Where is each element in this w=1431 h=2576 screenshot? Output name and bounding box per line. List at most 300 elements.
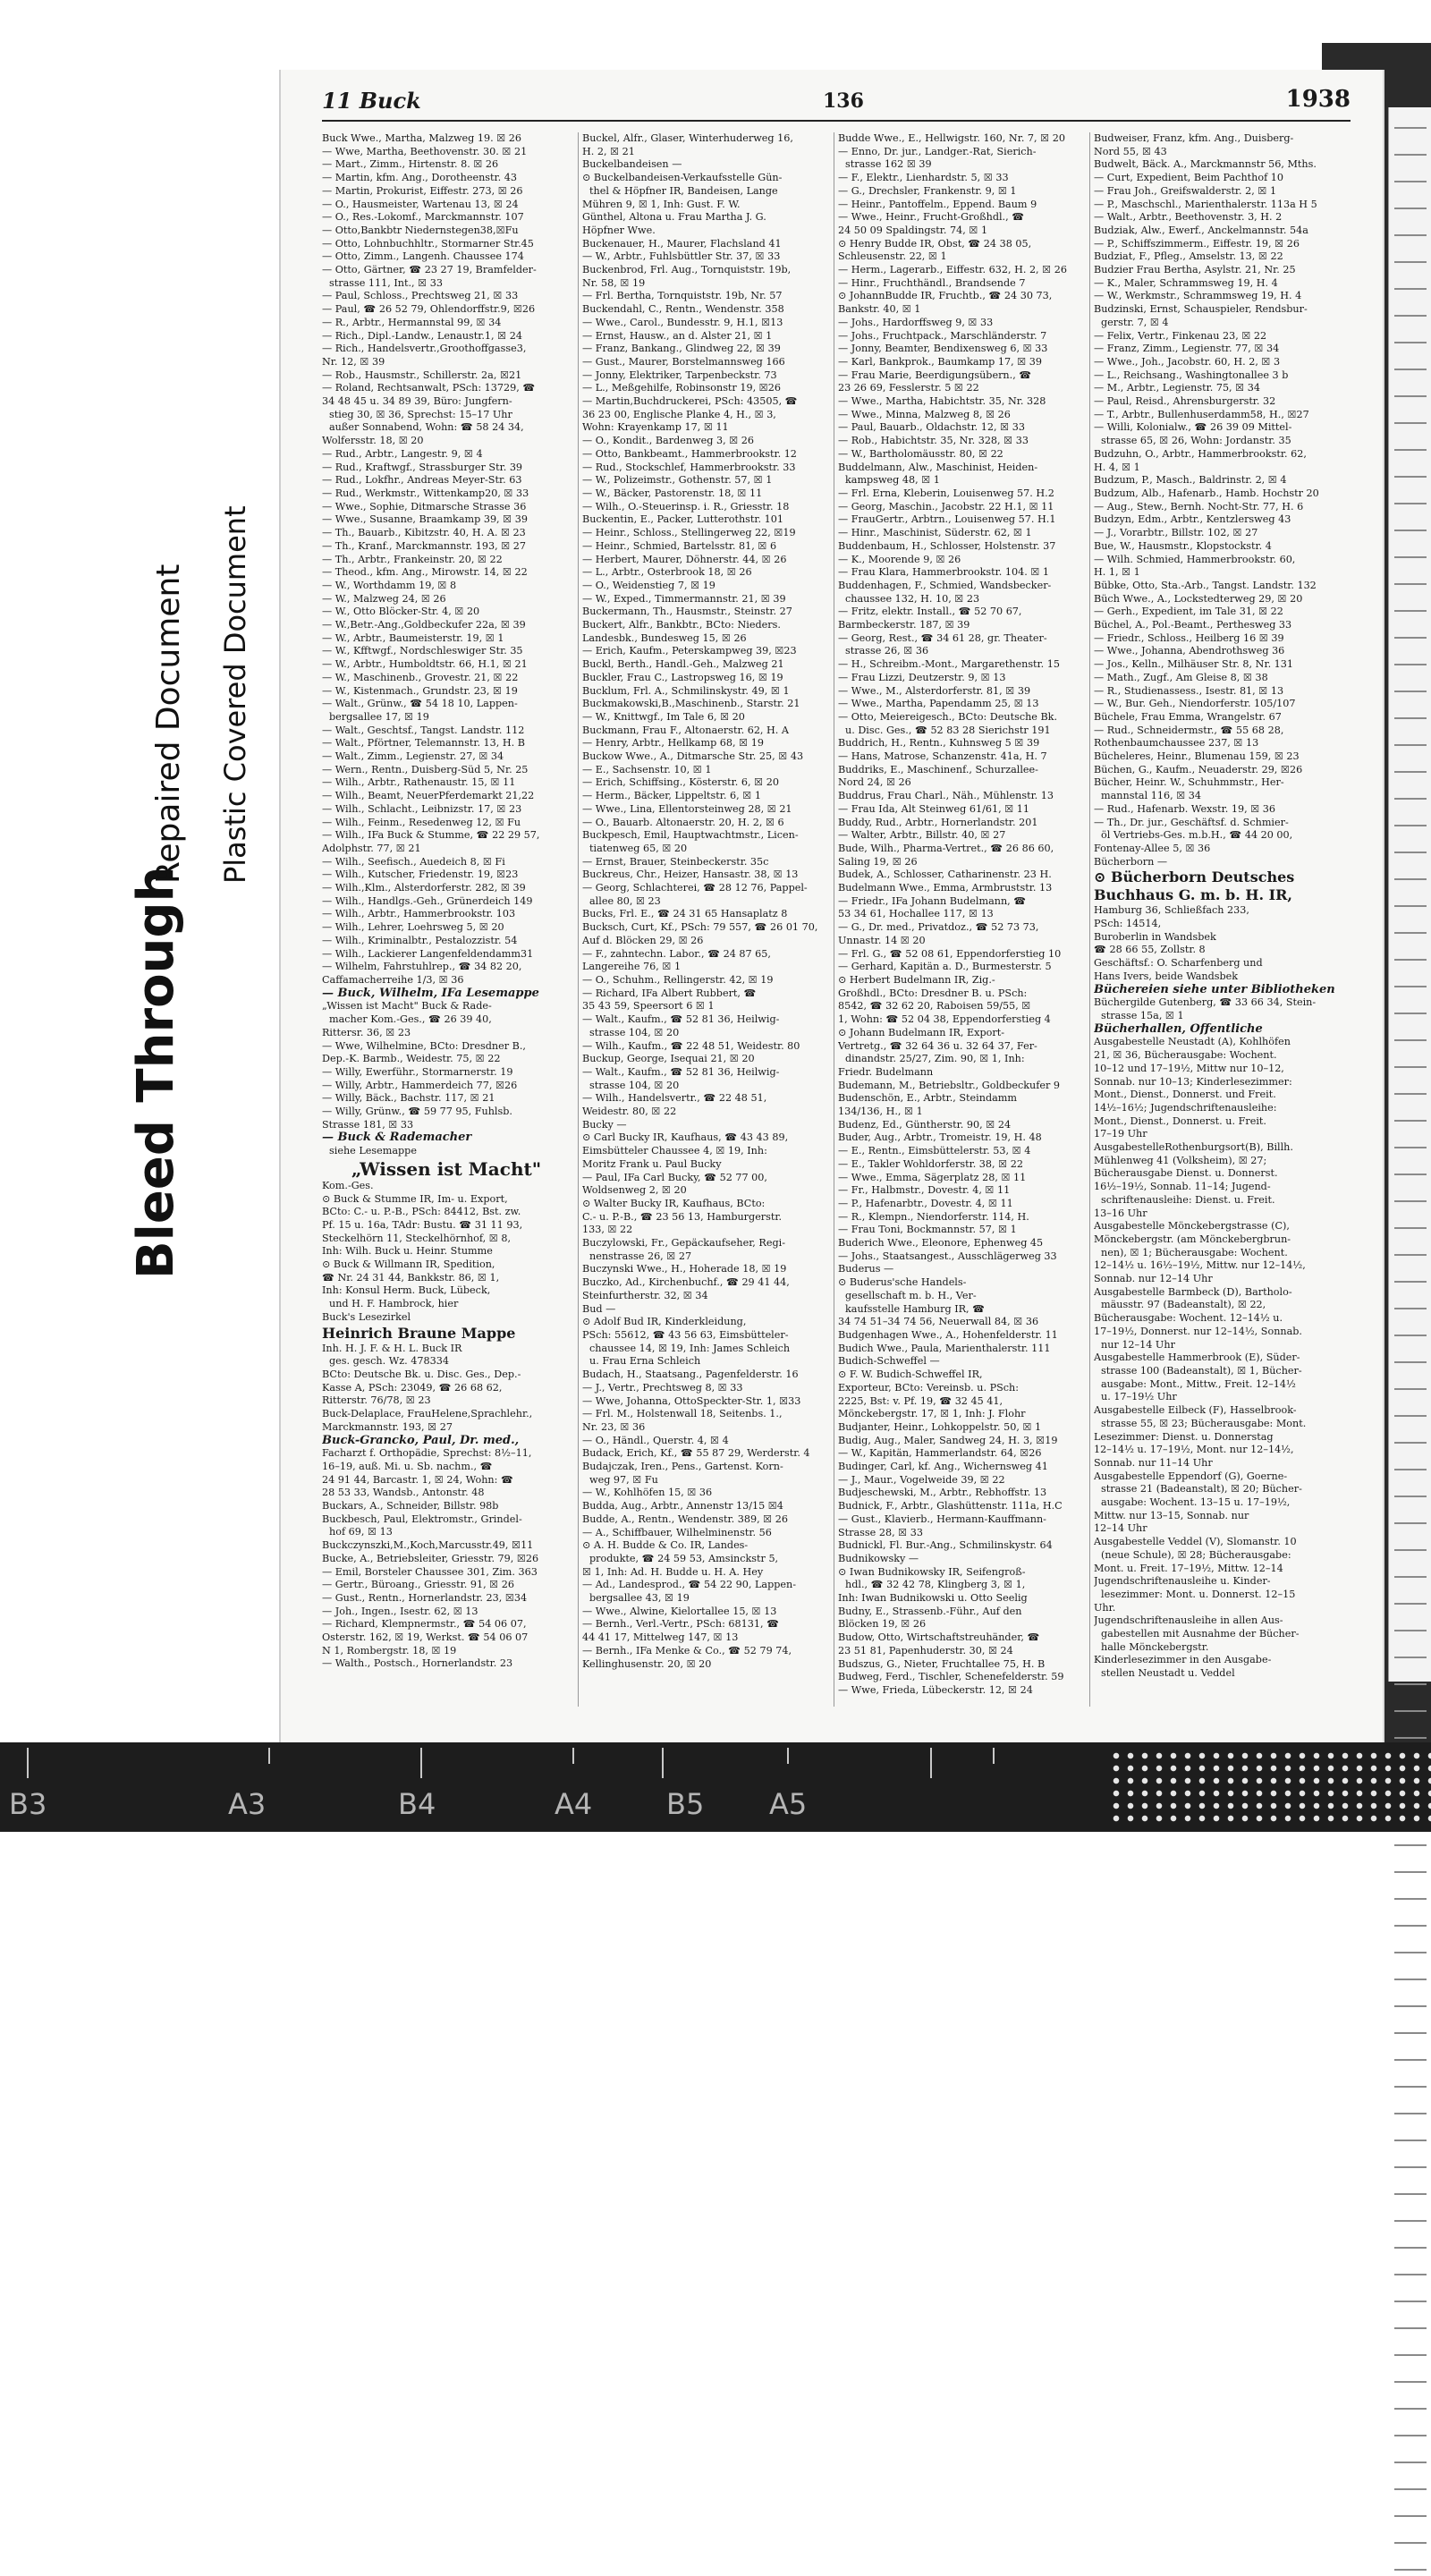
- directory-entry: — Bernh., IFa Menke & Co., ☎ 52 79 74,: [582, 1644, 792, 1657]
- directory-entry: — Wwe., Johanna, Abendrothsweg 36: [1094, 645, 1285, 657]
- directory-entry: u. Frau Erna Schleich: [589, 1355, 701, 1368]
- directory-entry: Budek, A., Schlosser, Catharinenstr. 23 H.: [838, 869, 1052, 881]
- directory-entry: Budnickl, Fl. Bur.-Ang., Schmilinskystr. 64: [838, 1539, 1053, 1552]
- directory-entry: Buckow Wwe., A., Ditmarsche Str. 25, ☒ 43: [582, 750, 804, 763]
- directory-entry: Buddelmann, Alw., Maschinist, Heiden-: [838, 461, 1038, 473]
- directory-entry: Buck's Lesezirkel: [322, 1310, 411, 1323]
- directory-entry: N 1, Rombergstr. 18, ☒ 19: [322, 1644, 457, 1657]
- directory-entry: — Emil, Borsteler Chaussee 301, Zim. 363: [322, 1565, 538, 1578]
- directory-entry: — FrauGertr., Arbtrn., Louisenweg 57. H.1: [838, 513, 1056, 526]
- directory-entry: Exporteur, BCto: Vereinsb. u. PSch:: [838, 1381, 1020, 1394]
- directory-entry: Budzyn, Edm., Arbtr., Kentzlersweg 43: [1094, 513, 1291, 526]
- directory-entry: gerstr. 7, ☒ 4: [1101, 316, 1169, 328]
- directory-entry: 28 53 33, Wandsb., Antonstr. 48: [322, 1487, 485, 1499]
- directory-entry: ⊙ Carl Bucky IR, Kaufhaus, ☎ 43 43 89,: [582, 1131, 789, 1144]
- directory-entry: Buckczynszki,M.,Koch,Marcusstr.49, ☒11: [322, 1539, 534, 1552]
- directory-entry: Sonnab. nur 12–14 Uhr: [1094, 1273, 1213, 1285]
- directory-entry: 44 41 17, Mittelweg 147, ☒ 13: [582, 1631, 739, 1644]
- directory-entry: Ausgabestelle Veddel (V), Slomanstr. 10: [1094, 1536, 1297, 1548]
- directory-entry: — Mart., Zimm., Hirtenstr. 8. ☒ 26: [322, 158, 499, 171]
- directory-entry: H. 4, ☒ 1: [1094, 461, 1140, 473]
- directory-entry: ⊙ Buderus'sche Handels-: [838, 1276, 967, 1289]
- directory-entry: — Wwe., Emma, Sägerplatz 28, ☒ 11: [838, 1171, 1027, 1183]
- directory-entry: Bücherausgabe Dienst. u. Donnerst.: [1094, 1167, 1278, 1180]
- directory-entry: — Rud., Werkmstr., Wittenkamp20, ☒ 33: [322, 487, 529, 499]
- directory-entry: ⊙ Buck & Stumme IR, Im- u. Export,: [322, 1192, 508, 1205]
- directory-entry: — Rud., Hafenarb. Wexstr. 19, ☒ 36: [1094, 802, 1276, 815]
- directory-entry: Budny, E., Strassenb.-Führ., Auf den: [838, 1605, 1022, 1617]
- directory-entry: — Walt., Zimm., Legienstr. 27, ☒ 34: [322, 750, 504, 763]
- running-head: 11 Buck: [322, 88, 421, 114]
- ruler-label: A3: [228, 1787, 267, 1821]
- directory-entry: 24 50 09 Spaldingstr. 74, ☒ 1: [838, 224, 988, 236]
- directory-entry: Budenschön, E., Arbtr., Steindamm: [838, 1092, 1017, 1105]
- directory-entry: Mont., Dienst., Donnerst. und Freit.: [1094, 1089, 1276, 1101]
- directory-entry: — E., Takler Wohldorferstr. 38, ☒ 22: [838, 1157, 1023, 1170]
- directory-entry: Budich Wwe., Paula, Marienthalerstr. 111: [838, 1342, 1051, 1354]
- directory-entry: strasse 15a, ☒ 1: [1101, 1010, 1184, 1021]
- directory-entry: Caffamacherreihe 1/3, ☒ 36: [322, 974, 464, 986]
- directory-entry: — Wwe., M., Alsterdorferstr. 81, ☒ 39: [838, 684, 1031, 697]
- directory-entry: Steinfurtherstr. 32, ☒ 34: [582, 1289, 708, 1301]
- directory-entry: — Wwe., Alwine, Kielortallee 15, ☒ 13: [582, 1605, 777, 1617]
- directory-entry: Buckenbrod, Frl. Aug., Tornquiststr. 19b,: [582, 264, 792, 276]
- directory-entry: — Jonny, Beamter, Bendixensweg 6, ☒ 33: [838, 343, 1048, 355]
- directory-entry: — Fritz, elektr. Install., ☎ 52 70 67,: [838, 606, 1022, 618]
- directory-entry: Saling 19, ☒ 26: [838, 855, 918, 868]
- directory-entry: — Wwe, Johanna, OttoSpeckter-Str. 1, ☒33: [582, 1394, 801, 1407]
- directory-entry: strasse 104, ☒ 20: [589, 1079, 680, 1091]
- directory-entry: — Otto, Zimm., Langenh. Chaussee 174: [322, 250, 524, 263]
- directory-entry: 12–14½ u. 16½–19½, Mittw. nur 12–14½,: [1094, 1259, 1306, 1272]
- directory-entry: Büchel, A., Pol.-Beamt., Perthesweg 33: [1094, 619, 1292, 631]
- directory-entry: — Wwe., Minna, Malzweg 8, ☒ 26: [838, 408, 1011, 420]
- directory-entry: Buddenhagen, F., Schmied, Wandsbecker-: [838, 579, 1052, 591]
- directory-entry: — W., Kistenmach., Grundstr. 23, ☒ 19: [322, 684, 518, 697]
- directory-entry: — Walth., Postsch., Hornerlandstr. 23: [322, 1657, 513, 1670]
- directory-entry: Budgenhagen Wwe., A., Hohenfelderstr. 11: [838, 1328, 1058, 1341]
- directory-entry: 10–12 und 17–19½, Mittw nur 10–12,: [1094, 1062, 1284, 1074]
- scale-ruler: [0, 1742, 1431, 1832]
- directory-entry: strasse 100 (Badeanstalt), ☒ 1, Bücher-: [1101, 1364, 1302, 1377]
- directory-entry: Heinrich Braune Mappe: [322, 1324, 516, 1342]
- directory-entry: — L., Arbtr., Osterbrook 18, ☒ 26: [582, 566, 752, 579]
- directory-entry: Budack, Erich, Kf., ☎ 55 87 29, Werderstr. 4: [582, 1447, 810, 1460]
- directory-entry: Ritterstr. 76/78, ☒ 23: [322, 1394, 431, 1407]
- page-year: 1938: [1285, 86, 1351, 113]
- directory-entry: — Herbert, Maurer, Döhnerstr. 44, ☒ 26: [582, 553, 787, 565]
- column-3: [834, 132, 1087, 1707]
- directory-entry: Landesbk., Bundesweg 15, ☒ 26: [582, 631, 747, 644]
- directory-entry: — Wilh., Lehrer, Loehrsweg 5, ☒ 20: [322, 921, 504, 934]
- directory-entry: Inh. H. J. F. & H. L. Buck IR: [322, 1342, 462, 1354]
- directory-entry: — Frl. G., ☎ 52 08 61, Eppendorferstieg 10: [838, 947, 1062, 960]
- directory-entry: Budda, Aug., Arbtr., Annenstr 13/15 ☒4: [582, 1500, 783, 1513]
- directory-entry: Kinderlesezimmer in den Ausgabe-: [1094, 1654, 1272, 1666]
- directory-entry: Unnastr. 14 ☒ 20: [838, 934, 926, 946]
- directory-entry: Bue, W., Hausmstr., Klopstockstr. 4: [1094, 539, 1272, 552]
- directory-entry: lesezimmer: Mont. u. Donnerst. 12–15: [1101, 1588, 1296, 1600]
- directory-entry: — Walt., Kaufm., ☎ 52 81 36, Heilwig-: [582, 1065, 780, 1078]
- directory-entry: — K., Maler, Schrammsweg 19, H. 4: [1094, 276, 1278, 289]
- directory-entry: mäusstr. 97 (Badeanstalt), ☒ 22,: [1101, 1299, 1266, 1311]
- directory-entry: Buckentin, E., Packer, Lutterothstr. 101: [582, 513, 783, 526]
- directory-entry: hof 69, ☒ 13: [329, 1526, 393, 1538]
- directory-entry: Budde Wwe., E., Hellwigstr. 160, Nr. 7, ☒ 20: [838, 132, 1065, 144]
- directory-entry: 13–16 Uhr: [1094, 1207, 1147, 1219]
- directory-entry: tiatenweg 65, ☒ 20: [589, 842, 688, 854]
- directory-entry: — F., zahntechn. Labor., ☎ 24 87 65,: [582, 947, 771, 960]
- directory-entry: weg 97, ☒ Fu: [589, 1473, 658, 1486]
- directory-entry: kampsweg 48, ☒ 1: [845, 474, 940, 487]
- directory-entry: Jugendschriftenausleihe in allen Aus-: [1094, 1614, 1283, 1627]
- directory-entry: Budnikowsky —: [838, 1552, 919, 1564]
- directory-entry: — Wilh. Schmied, Hammerbrookstr. 60,: [1094, 553, 1296, 565]
- directory-entry: Budziak, Alw., Ewerf., Anckelmannstr. 54a: [1094, 224, 1308, 236]
- directory-entry: halle Mönckebergstr.: [1101, 1640, 1209, 1653]
- directory-entry: Budszus, G., Nieter, Fruchtallee 75, H. B: [838, 1657, 1046, 1670]
- plastic-covered-label: Plastic Covered Document: [218, 505, 252, 884]
- directory-entry: ⊙ Adolf Bud IR, Kinderkleidung,: [582, 1316, 747, 1328]
- directory-entry: 34 74 51–34 74 56, Neuerwall 84, ☒ 36: [838, 1316, 1039, 1328]
- directory-entry: Buder, Aug., Arbtr., Tromeistr. 19, H. 48: [838, 1131, 1042, 1144]
- directory-entry: — W., Arbtr., Baumeisterstr. 19, ☒ 1: [322, 631, 504, 644]
- directory-entry: Buderich Wwe., Eleonore, Ephenweg 45: [838, 1237, 1044, 1250]
- directory-entry: — Paul, IFa Carl Bucky, ☎ 52 77 00,: [582, 1171, 767, 1183]
- directory-entry: — Roland, Rechtsanwalt, PSch: 13729, ☎: [322, 382, 536, 394]
- directory-entry: Woldsenweg 2, ☒ 20: [582, 1184, 687, 1197]
- directory-entry: 23 51 81, Papenhuderstr. 30, ☒ 24: [838, 1644, 1013, 1657]
- directory-entry: außer Sonnabend, Wohn: ☎ 58 24 34,: [329, 421, 524, 434]
- directory-entry: Buck Wwe., Martha, Malzweg 19. ☒ 26: [322, 132, 522, 144]
- directory-entry: Moritz Frank u. Paul Bucky: [582, 1157, 722, 1170]
- directory-entry: — F., Elektr., Lienhardstr. 5, ☒ 33: [838, 172, 1009, 184]
- directory-entry: strasse 65, ☒ 26, Wohn: Jordanstr. 35: [1101, 435, 1291, 447]
- directory-entry: Nr. 23, ☒ 36: [582, 1420, 646, 1433]
- directory-entry: — Wwe, Frieda, Lübeckerstr. 12, ☒ 24: [838, 1683, 1033, 1696]
- directory-entry: — Wern., Rentn., Duisberg-Süd 5, Nr. 25: [322, 763, 529, 775]
- directory-entry: — Gust., Klavierb., Hermann-Kauffmann-: [838, 1513, 1046, 1525]
- directory-entry: — Jos., Kelln., Milhäuser Str. 8, Nr. 131: [1094, 658, 1294, 671]
- directory-entry: Geschäftsf.: O. Scharfenberg und: [1094, 957, 1263, 970]
- directory-entry: — Wilh., IFa Buck & Stumme, ☎ 22 29 57,: [322, 829, 540, 842]
- directory-entry: Budjeschewski, M., Arbtr., Rebhoffstr. 13: [838, 1487, 1047, 1499]
- directory-entry: — Ernst, Brauer, Steinbeckerstr. 35c: [582, 855, 769, 868]
- directory-entry: 36 23 00, Englische Planke 4, H., ☒ 3,: [582, 408, 776, 420]
- directory-entry: Bucky —: [582, 1118, 627, 1131]
- directory-entry: — Georg, Schlachterei, ☎ 28 12 76, Pappel-: [582, 882, 808, 894]
- directory-entry: Budach, H., Staatsang., Pagenfelderstr. 16: [582, 1368, 799, 1381]
- directory-entry: Budzinski, Ernst, Schauspieler, Rendsbur-: [1094, 303, 1308, 316]
- directory-entry: — Rud., Lokfhr., Andreas Meyer-Str. 63: [322, 474, 522, 487]
- directory-entry: gabestellen mit Ausnahme der Bücher-: [1101, 1628, 1300, 1640]
- directory-entry: mannstal 116, ☒ 34: [1101, 790, 1202, 802]
- directory-entry: Budelmann Wwe., Emma, Armbruststr. 13: [838, 882, 1053, 894]
- directory-entry: — W., Maschinenb., Grovestr. 21, ☒ 22: [322, 671, 519, 683]
- directory-entry: — Walt., Pförtner, Telemannstr. 13, H. B: [322, 737, 525, 750]
- directory-entry: ges. gesch. Wz. 478334: [329, 1355, 449, 1368]
- directory-entry: — Richard, Klempnermstr., ☎ 54 06 07,: [322, 1618, 527, 1631]
- directory-entry: — Willi, Kolonialw., ☎ 26 39 09 Mittel-: [1094, 421, 1292, 434]
- directory-entry: — Wwe, Wilhelmine, BCto: Dresdner B.,: [322, 1039, 526, 1052]
- directory-entry: siehe Lesemappe: [329, 1145, 417, 1157]
- directory-entry: — Frl. M., Holstenwall 18, Seitenbs. 1.,: [582, 1408, 783, 1420]
- directory-entry: 134/136, H., ☒ 1: [838, 1106, 923, 1118]
- directory-entry: Budzier Frau Bertha, Asylstr. 21, Nr. 25: [1094, 264, 1296, 276]
- directory-entry: — Frl. Bertha, Tornquiststr. 19b, Nr. 57: [582, 290, 783, 302]
- directory-entry: Buckars, A., Schneider, Billstr. 98b: [322, 1500, 499, 1513]
- directory-entry: — Rud., Kraftwgf., Strassburger Str. 39: [322, 461, 523, 473]
- directory-entry: — Herm., Bäcker, Lippeltstr. 6, ☒ 1: [582, 790, 761, 802]
- directory-entry: Günthel, Altona u. Frau Martha J. G.: [582, 211, 766, 224]
- directory-entry: ⊙ Bücherborn Deutsches: [1094, 869, 1295, 886]
- repaired-document-label: Repaired Document: [150, 564, 187, 884]
- directory-entry: 16–19, auß. Mi. u. Sb. nachm., ☎: [322, 1460, 493, 1472]
- directory-entry: BCto: C.- u. P.-B., PSch: 84412, Bst. zw.: [322, 1206, 521, 1218]
- directory-entry: gesellschaft m. b. H., Ver-: [845, 1289, 977, 1301]
- directory-entry: Osterstr. 162, ☒ 19, Werkst. ☎ 54 06 07: [322, 1631, 529, 1644]
- directory-entry: — Wwe., Carol., Bundesstr. 9, H.1, ☒13: [582, 316, 783, 328]
- ruler-label: A4: [555, 1787, 593, 1821]
- directory-entry: Buck-Delaplace, FrauHelene,Sprachlehr.,: [322, 1408, 533, 1420]
- directory-entry: Auf d. Blöcken 29, ☒ 26: [582, 934, 704, 946]
- directory-entry: Buddriks, E., Maschinenf., Schurzallee-: [838, 763, 1038, 775]
- directory-entry: — Hans, Matrose, Schanzenstr. 41a, H. 7: [838, 750, 1047, 763]
- directory-entry: Buczylowski, Fr., Gepäckaufseher, Regi-: [582, 1237, 785, 1250]
- directory-entry: — A., Schiffbauer, Wilhelminenstr. 56: [582, 1526, 772, 1538]
- directory-entry: Inh: Wilh. Buck u. Heinr. Stumme: [322, 1245, 493, 1258]
- directory-entry: — O., Bauarb. Altonaerstr. 20, H. 2, ☒ 6: [582, 816, 784, 828]
- directory-entry: — Otto,Bankbtr Niedernstegen38,☒Fu: [322, 224, 519, 236]
- directory-entry: ⊙ Johann Budelmann IR, Export-: [838, 1026, 1004, 1038]
- directory-entry: — Gerhard, Kapitän a. D., Burmesterstr. 5: [838, 961, 1052, 973]
- directory-entry: — Friedr., IFa Johann Budelmann, ☎: [838, 894, 1027, 907]
- directory-entry: Weidestr. 80, ☒ 22: [582, 1106, 677, 1118]
- directory-entry: Kom.-Ges.: [322, 1179, 374, 1191]
- directory-entry: — Paul, Reisd., Ahrensburgerstr. 32: [1094, 395, 1276, 408]
- directory-entry: Buddenbaum, H., Schlosser, Holstenstr. 37: [838, 539, 1056, 552]
- directory-entry: Budde, A., Rentn., Wendenstr. 389, ☒ 26: [582, 1513, 789, 1525]
- page-header: [322, 84, 1351, 122]
- directory-entry: Budinger, Carl, kf. Ang., Wichernsweg 41: [838, 1461, 1048, 1473]
- directory-entry: Buckendahl, C., Rentn., Wendenstr. 358: [582, 303, 784, 316]
- directory-entry: Mühren 9, ☒ 1, Inh: Gust. F. W.: [582, 198, 741, 210]
- directory-entry: Budjanter, Heinr., Lohkoppelstr. 50, ☒ 1: [838, 1420, 1042, 1433]
- directory-entry: — Bernh., Verl.-Vertr., PSch: 68131, ☎: [582, 1618, 780, 1631]
- directory-entry: — W., Bur. Geh., Niendorferstr. 105/107: [1094, 698, 1296, 710]
- directory-entry: — Karl, Bankprok., Baumkamp 17, ☒ 39: [838, 355, 1043, 368]
- directory-entry: Ausgabestelle Eppendorf (G), Goerne-: [1094, 1470, 1288, 1482]
- directory-entry: — E., Rentn., Eimsbüttelerstr. 53, ☒ 4: [838, 1145, 1031, 1157]
- directory-entry: Budich-Schweffel —: [838, 1355, 940, 1368]
- directory-entry: Strasse 28, ☒ 33: [838, 1526, 924, 1538]
- ruler-label: A5: [769, 1787, 808, 1821]
- directory-entry: Rothenbaumchaussee 237, ☒ 13: [1094, 737, 1259, 750]
- directory-entry: — Felix, Vertr., Finkenau 23, ☒ 22: [1094, 329, 1267, 342]
- directory-entry: Buckmann, Frau F., Altonaerstr. 62, H. A: [582, 724, 789, 736]
- directory-entry: stieg 30, ☒ 36, Sprechst: 15–17 Uhr: [329, 408, 512, 420]
- directory-entry: — Wwe., Joh., Jacobstr. 60, H. 2, ☒ 3: [1094, 355, 1281, 368]
- directory-entry: — Buck & Rademacher: [322, 1131, 472, 1145]
- directory-entry: Bud —: [582, 1302, 616, 1315]
- directory-entry: Buroberlin in Wandsbek: [1094, 930, 1216, 943]
- directory-entry: — Jonny, Elektriker, Tarpenbeckstr. 73: [582, 369, 777, 381]
- directory-entry: Mühlenweg 41 (Volksheim), ☒ 27;: [1094, 1154, 1267, 1166]
- directory-entry: — Rob., Hausmstr., Schillerstr. 2a, ☒21: [322, 369, 522, 381]
- directory-entry: — Paul, ☎ 26 52 79, Ohlendorffstr.9, ☒26: [322, 303, 536, 316]
- directory-entry: — O., Weidenstieg 7, ☒ 19: [582, 579, 716, 591]
- directory-entry: strasse 162 ☒ 39: [845, 158, 932, 171]
- directory-entry: Ausgabestelle Neustadt (A), Kohlhöfen: [1094, 1036, 1291, 1048]
- directory-entry: — W., Werkmstr., Schrammsweg 19, H. 4: [1094, 290, 1302, 302]
- directory-entry: öl Vertriebs-Ges. m.b.H., ☎ 44 20 00,: [1101, 829, 1293, 842]
- directory-entry: Bucke, A., Betriebsleiter, Griesstr. 79, ☒26: [322, 1552, 539, 1564]
- directory-entry: — W.,Betr.-Ang.,Goldbeckufer 22a, ☒ 39: [322, 619, 526, 631]
- directory-entry: Ausgabestelle Barmbeck (D), Bartholo-: [1094, 1285, 1292, 1298]
- directory-entry: — Wilh., Arbtr., Hammerbrookstr. 103: [322, 908, 516, 920]
- directory-entry: — Wilh., Handlgs.-Geh., Grünerdeich 149: [322, 894, 533, 907]
- directory-entry: Buderus —: [838, 1263, 894, 1275]
- directory-entry: — H., Schreibm.-Mont., Margarethenstr. 15: [838, 658, 1061, 671]
- directory-entry: — Wilh., Feinm., Resedenweg 12, ☒ Fu: [322, 816, 521, 828]
- directory-entry: ⊙ Buckelbandeisen-Verkaufsstelle Gün-: [582, 172, 783, 184]
- directory-entry: Bucklum, Frl. A., Schmilinskystr. 49, ☒ 1: [582, 684, 790, 697]
- directory-entry: Buckelbandeisen —: [582, 158, 682, 171]
- directory-entry: ⊙ JohannBudde IR, Fruchtb., ☎ 24 30 73,: [838, 290, 1053, 302]
- ruler-label: B5: [666, 1787, 705, 1821]
- directory-entry: Budajczak, Iren., Pens., Gartenst. Korn-: [582, 1461, 783, 1473]
- directory-entry: Ausgabestelle Hammerbrook (E), Süder-: [1094, 1352, 1300, 1364]
- directory-entry: Buchhaus G. m. b. H. IR,: [1094, 886, 1292, 904]
- directory-entry: — Walt., Arbtr., Beethovenstr. 3, H. 2: [1094, 211, 1283, 224]
- directory-entry: und H. F. Hambrock, hier: [329, 1298, 459, 1310]
- directory-entry: — Wwe, Martha, Beethovenstr. 30. ☒ 21: [322, 145, 528, 157]
- directory-entry: — Martin,Buchdruckerei, PSch: 43505, ☎: [582, 395, 798, 408]
- directory-entry: — Th., Bauarb., Kibitzstr. 40, H. A. ☒ 23: [322, 527, 526, 539]
- directory-entry: chaussee 14, ☒ 19, Inh: James Schleich: [589, 1342, 791, 1354]
- directory-entry: — J., Vorarbtr., Billstr. 102, ☒ 27: [1094, 527, 1258, 539]
- directory-entry: — Wilh., Schlacht., Leibnizstr. 17, ☒ 23: [322, 802, 522, 815]
- directory-entry: — Hinr., Maschinist, Süderstr. 62, ☒ 1: [838, 527, 1032, 539]
- directory-entry: hdl., ☎ 32 42 78, Klingberg 3, ☒ 1,: [845, 1579, 1026, 1591]
- directory-entry: ☎ 28 66 55, Zollstr. 8: [1094, 944, 1206, 956]
- directory-entry: — Walt., Grünw., ☎ 54 18 10, Lappen-: [322, 698, 518, 710]
- ruler-tick: [787, 1748, 789, 1764]
- directory-entry: — Wilh., Seefisch., Auedeich 8, ☒ Fi: [322, 855, 505, 868]
- directory-entry: nenstrasse 26, ☒ 27: [589, 1250, 692, 1262]
- directory-entry: Buck-Grancko, Paul, Dr. med.,: [322, 1434, 520, 1447]
- directory-entry: thel & Höpfner IR, Bandeisen, Lange: [589, 184, 778, 197]
- directory-entry: Bücherausgabe: Wochent. 12–14½ u.: [1094, 1312, 1283, 1325]
- ruler-tick: [930, 1748, 932, 1778]
- directory-entry: — Ad., Landesprod., ☎ 54 22 90, Lappen-: [582, 1579, 797, 1591]
- directory-entry: H. 2, ☒ 21: [582, 145, 635, 157]
- directory-entry: — Math., Zugf., Am Gleise 8, ☒ 38: [1094, 671, 1268, 683]
- directory-entry: — Willy, Ewerführ., Stormarnerstr. 19: [322, 1065, 513, 1078]
- directory-entry: — Otto, Bankbeamt., Hammerbrookstr. 12: [582, 447, 797, 460]
- directory-entry: — Rich., Dipl.-Landw., Lenaustr.1, ☒ 24: [322, 329, 522, 342]
- directory-entry: Mont., Dienst., Donnerst. u. Freit.: [1094, 1114, 1266, 1127]
- directory-entry: — Gust., Maurer, Borstelmannsweg 166: [582, 355, 785, 368]
- directory-entry: bergsallee 43, ☒ 19: [589, 1592, 690, 1605]
- directory-entry: — O., Res.-Lokomf., Marckmannstr. 107: [322, 211, 524, 224]
- directory-entry: — Enno, Dr. jur., Landger.-Rat, Sierich-: [838, 145, 1037, 157]
- directory-entry: Jugendschriftenausleihe u. Kinder-: [1094, 1575, 1271, 1588]
- directory-entry: — Heinr., Schloss., Stellingerweg 22, ☒19: [582, 527, 796, 539]
- directory-entry: — W., Knittwgf., Im Tale 6, ☒ 20: [582, 710, 745, 723]
- directory-entry: — Georg, Rest., ☎ 34 61 28, gr. Theater-: [838, 631, 1047, 644]
- directory-entry: Buckreus, Chr., Heizer, Hansastr. 38, ☒ 13: [582, 869, 799, 881]
- directory-entry: bergsallee 17, ☒ 19: [329, 710, 429, 723]
- directory-entry: — Henry, Arbtr., Hellkamp 68, ☒ 19: [582, 737, 764, 750]
- directory-entry: Budow, Otto, Wirtschaftstreuhänder, ☎: [838, 1631, 1040, 1644]
- directory-entry: Blöcken 19, ☒ 26: [838, 1618, 927, 1631]
- directory-entry: — Curt, Expedient, Beim Pachthof 10: [1094, 172, 1284, 184]
- directory-entry: Höpfner Wwe.: [582, 224, 656, 236]
- directory-entry: — W., Otto Blöcker-Str. 4, ☒ 20: [322, 606, 480, 618]
- directory-entry: — P., Maschschl., Marienthalerstr. 113a H 5: [1094, 198, 1317, 210]
- directory-entry: — W., Exped., Timmermannstr. 21, ☒ 39: [582, 592, 786, 605]
- directory-entry: — Fr., Halbmstr., Dovestr. 4, ☒ 11: [838, 1184, 1011, 1197]
- directory-entry: — O., Händl., Querstr. 4, ☒ 4: [582, 1434, 729, 1446]
- directory-entry: Friedr. Budelmann: [838, 1065, 934, 1078]
- directory-entry: Vertretg., ☎ 32 64 36 u. 32 64 37, Fer-: [838, 1039, 1037, 1052]
- ruler-tick: [268, 1748, 270, 1764]
- directory-entry: — Frau Lizzi, Deutzerstr. 9, ☒ 13: [838, 671, 1006, 683]
- directory-entry: strasse 104, ☒ 20: [589, 1026, 680, 1038]
- directory-entry: Budweg, Ferd., Tischler, Schenefelderstr. 59: [838, 1671, 1064, 1683]
- directory-entry: Buckpesch, Emil, Hauptwachtmstr., Licen-: [582, 829, 799, 842]
- directory-entry: ☒ 1, Inh: Ad. H. Budde u. H. A. Hey: [582, 1565, 764, 1578]
- directory-entry: — E., Sachsenstr. 10, ☒ 1: [582, 763, 712, 775]
- directory-entry: — Wilh., Kriminalbtr., Pestalozzistr. 54: [322, 934, 518, 946]
- directory-entry: — Wwe., Lina, Ellentorsteinweg 28, ☒ 21: [582, 802, 792, 815]
- directory-entry: — Wilh.,Klm., Alsterdorferstr. 282, ☒ 39: [322, 882, 526, 894]
- next-page-edge: [1388, 107, 1431, 1682]
- directory-entry: — Willy, Arbtr., Hammerdeich 77, ☒26: [322, 1079, 518, 1091]
- directory-entry: — J., Vertr., Prechtsweg 8, ☒ 33: [582, 1381, 743, 1394]
- directory-entry: — Rud., Stockschlef, Hammerbrookstr. 33: [582, 461, 796, 473]
- directory-entry: Kellinghusenstr. 20, ☒ 20: [582, 1657, 712, 1670]
- directory-entry: Großhdl., BCto: Dresdner B. u. PSch:: [838, 987, 1028, 999]
- ruler-tick: [572, 1748, 574, 1764]
- directory-entry: Pf. 15 u. 16a, TAdr: Bustu. ☎ 31 11 93,: [322, 1218, 523, 1231]
- directory-entry: — Th., Dr. jur., Geschäftsf. d. Schmier-: [1094, 816, 1289, 828]
- directory-entry: Budemann, M., Betriebsltr., Goldbeckufer 9: [838, 1079, 1061, 1091]
- directory-entry: AusgabestelleRothenburgsort(B), Billh.: [1094, 1141, 1293, 1154]
- directory-entry: — Wilh., Handelsvertr., ☎ 22 48 51,: [582, 1092, 767, 1105]
- directory-entry: — Heinr., Schmied, Bartelsstr. 81, ☒ 6: [582, 539, 777, 552]
- directory-entry: Sonnab. nur 10–13; Kinderlesezimmer:: [1094, 1075, 1292, 1088]
- directory-entry: Büch Wwe., A., Lockstedterweg 29, ☒ 20: [1094, 592, 1303, 605]
- directory-entry: — Frau Ida, Alt Steinweg 61/61, ☒ 11: [838, 802, 1030, 815]
- directory-entry: 21, ☒ 36, Bücherausgabe: Wochent.: [1094, 1049, 1277, 1062]
- directory-entry: — Walt., Geschtsf., Tangst. Landstr. 112: [322, 724, 525, 736]
- directory-entry: ⊙ Iwan Budnikowsky IR, Seifengroß-: [838, 1565, 1026, 1578]
- directory-entry: 133, ☒ 22: [582, 1224, 633, 1236]
- directory-entry: Buddy, Rud., Arbtr., Hornerlandstr. 201: [838, 816, 1038, 828]
- directory-entry: Buckmakowski,B.,Maschinenb., Starstr. 21: [582, 698, 800, 710]
- directory-entry: Bucksch, Curt, Kf., PSch: 79 557, ☎ 26 01 70,: [582, 921, 818, 934]
- directory-entry: Marckmannstr. 193, ☒ 27: [322, 1420, 453, 1433]
- directory-entry: Eimsbütteler Chaussee 4, ☒ 19, Inh:: [582, 1145, 767, 1157]
- directory-entry: — Frau Marie, Beerdigungsübern., ☎: [838, 369, 1032, 381]
- directory-entry: PSch: 14514,: [1094, 918, 1162, 930]
- directory-entry: — O., Kondit., Bardenweg 3, ☒ 26: [582, 435, 755, 447]
- directory-entry: Buckbesch, Paul, Elektromstr., Grindel-: [322, 1513, 522, 1525]
- ruler-label: B4: [398, 1787, 436, 1821]
- directory-entry: Mönckebergstr. 17, ☒ 1, Inh: J. Flohr: [838, 1408, 1026, 1420]
